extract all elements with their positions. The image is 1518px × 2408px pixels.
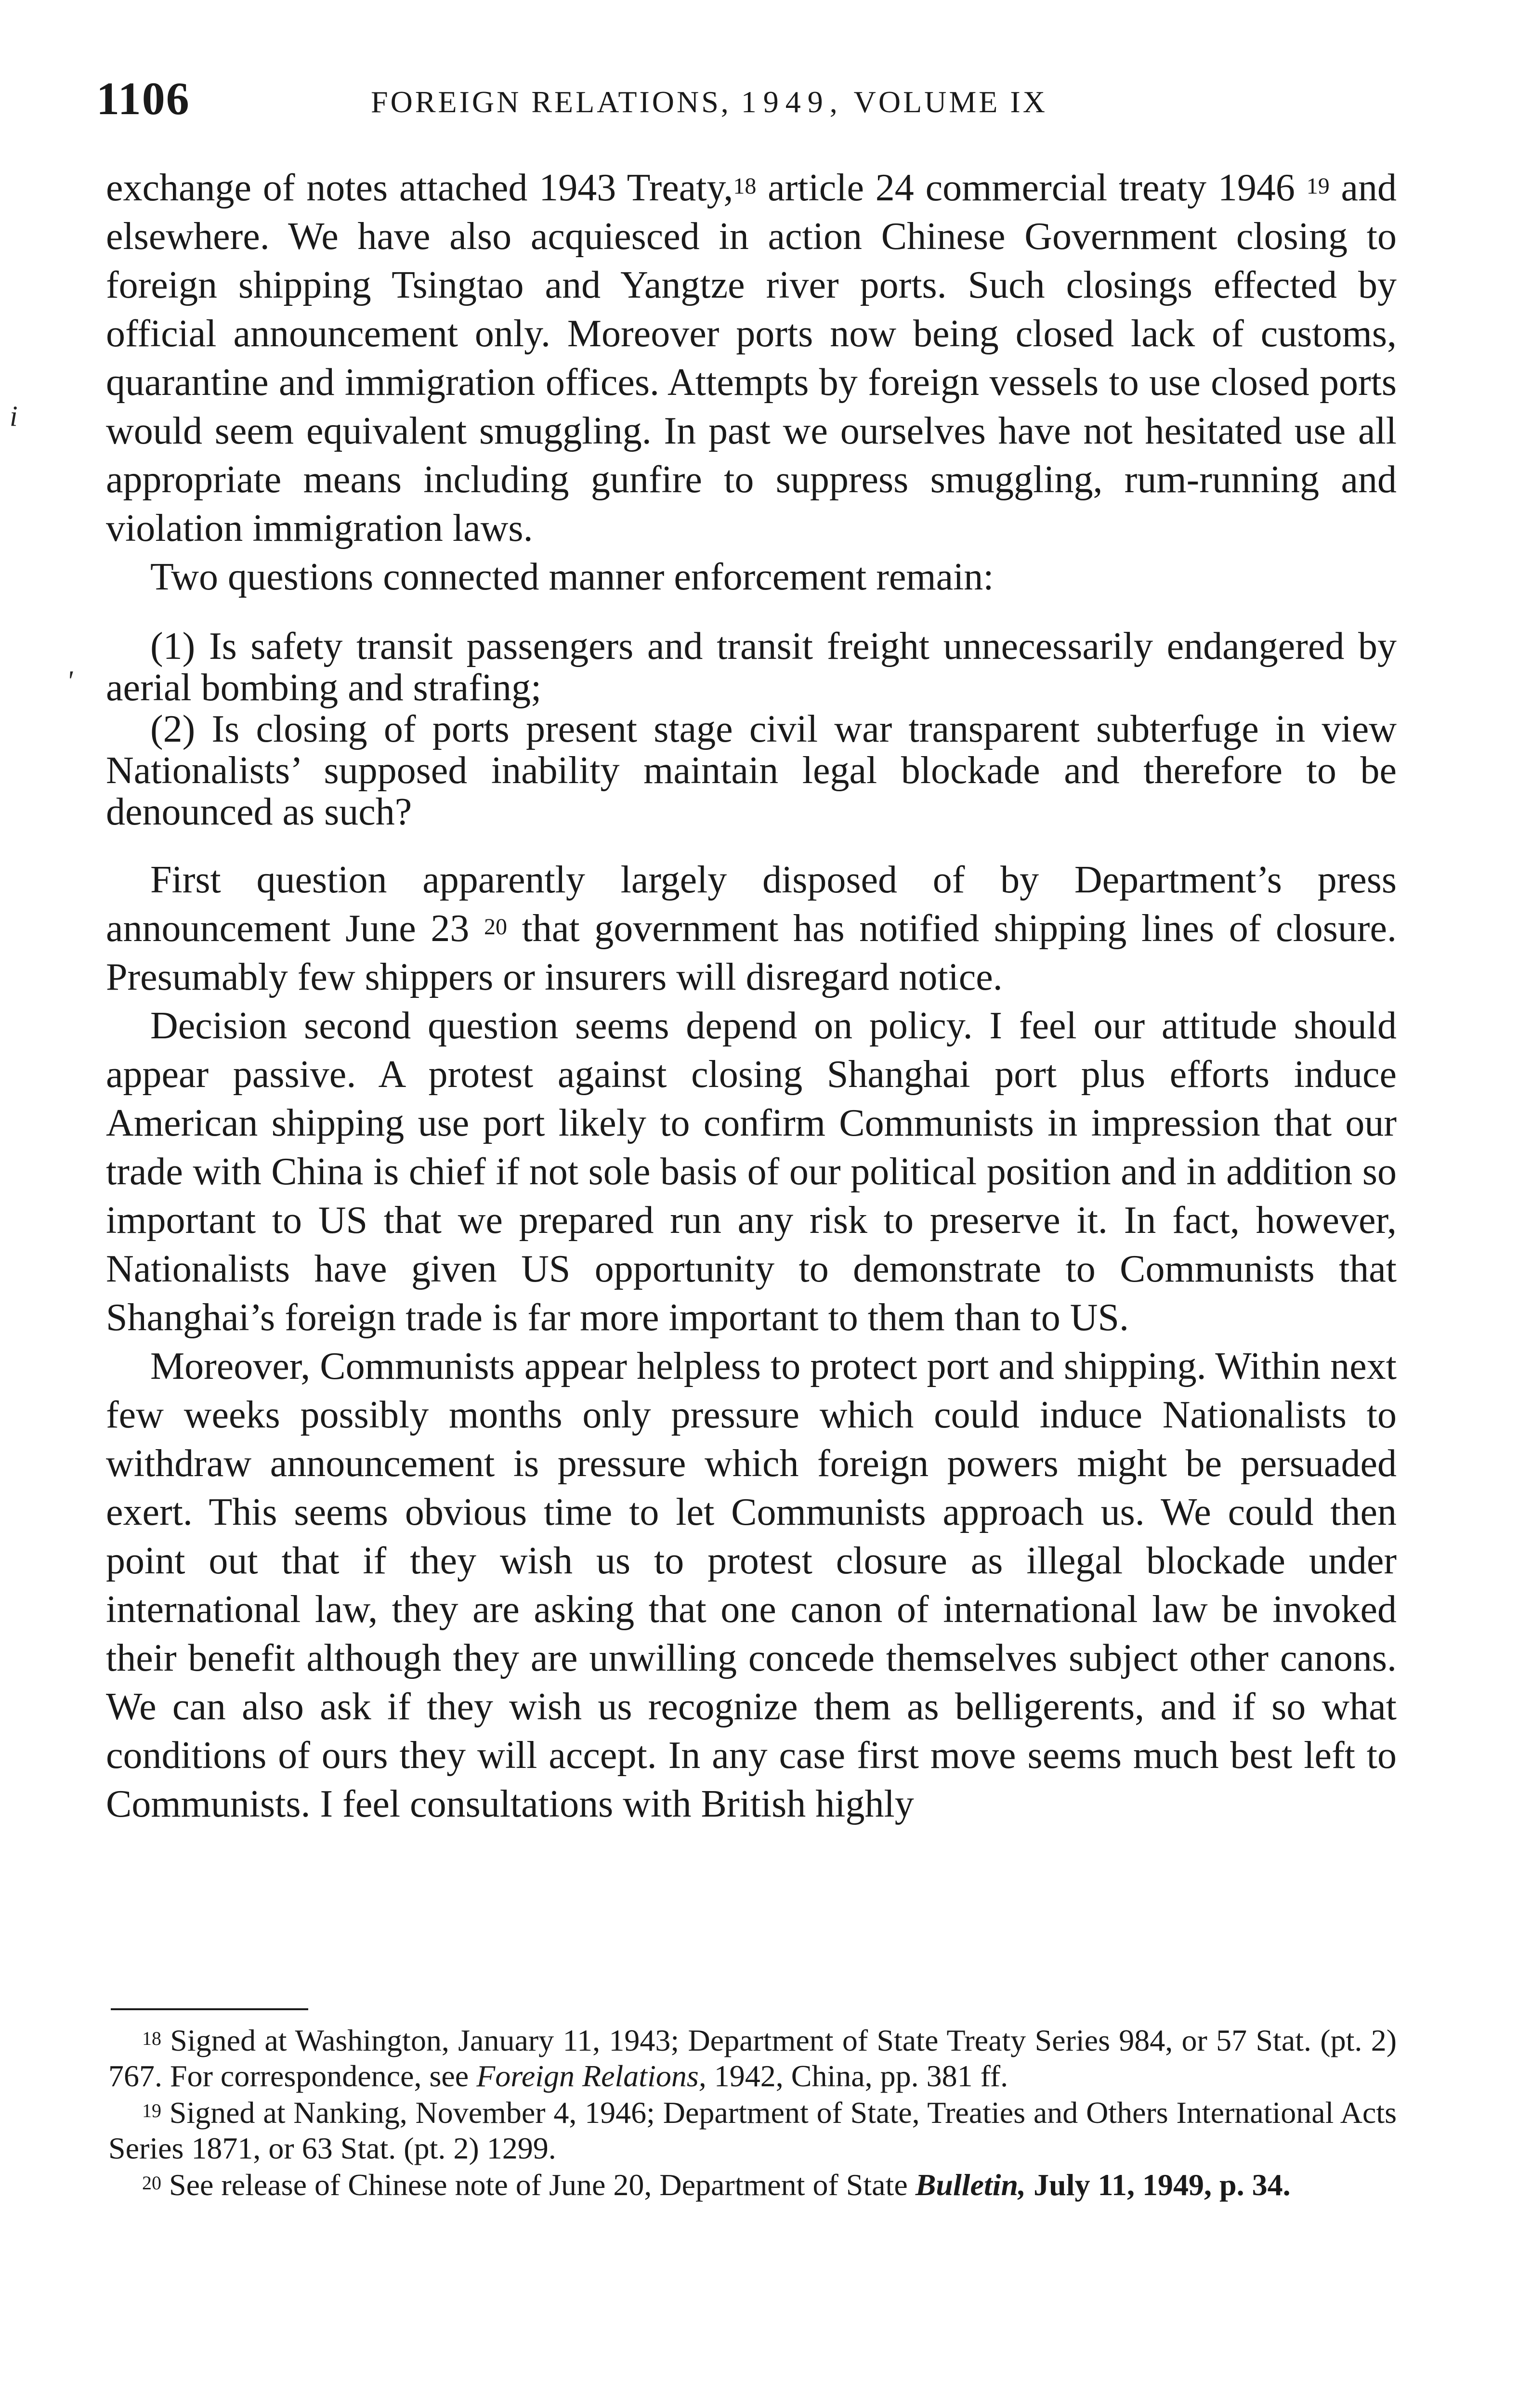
- paragraph-text: that government has notified shipping lines of closure. Presumably few shippers or insurers will disregard notice.: [106, 907, 1397, 998]
- footnote-reference: 20: [484, 914, 508, 940]
- running-title: [371, 79, 1047, 125]
- footnote-text: Signed at Washington, January 11, 1943; Department of State Treaty Series 984, or 57 Stat. (pt. 2) 767. For correspondence, see: [108, 2023, 1397, 2093]
- footnotes: [108, 2023, 1397, 2204]
- page-number: 1106: [96, 73, 190, 124]
- paragraph-text: First question apparently largely disposed of by Department’s press announcement June 23: [106, 859, 1397, 950]
- footnote-number: 18: [142, 2028, 161, 2049]
- footnote: [108, 2023, 1397, 2094]
- footnote-text: Signed at Nanking, November 4, 1946; Department of State, Treaties and Others International Acts Series 1871, or 63 Stat. (pt. 2) 1299.: [108, 2095, 1397, 2165]
- footnote-reference: 18: [733, 173, 757, 199]
- footnote-text: See release of Chinese note of June 20, Department of State: [161, 2168, 916, 2202]
- paragraph-text: and elsewhere. We have also acquiesced in action Chinese Government closing to foreign shipping Tsingtao and Yangtze river ports. Such closings effected by official announcement only. Moreover ports now being closed lack of customs, quarantine and immigration offices. Attempts by foreign vessels to use closed ports would seem equivalent smuggling. In past we ourselves have not hesitated use all appropriate means including gunfire to suppress smuggling, rum-running and violation immigration laws.: [106, 167, 1397, 550]
- paragraph-text: article 24 commercial treaty 1946: [756, 167, 1295, 209]
- running-title-volume: VOLUME IX: [853, 85, 1047, 119]
- running-header: [96, 72, 1421, 125]
- question-item: (1) Is safety transit passengers and transit freight unnecessarily endangered by aerial bombing and strafing;: [106, 625, 1397, 709]
- footnote-reference: 19: [1306, 173, 1330, 199]
- paragraph: Moreover, Communists appear helpless to protect port and shipping. Within next few weeks possibly months only pressure which could induce Nationalists to withdraw announcement is pressure which foreign powers might be persuaded exert. This seems obvious time to let Communists approach us. We could then point out that if they wish us to protest closure as illegal blockade under international law, they are asking that one canon of international law be invoked their benefit although they are unwilling concede themselves subject other canons. We can also ask if they wish us recognize them as belligerents, and if so what conditions of ours they will accept. In any case first move seems much best left to Communists. I feel consultations with British highly: [106, 1345, 1397, 1825]
- paragraph: [106, 164, 1397, 553]
- footnote-text: 1942, China, pp. 381 ff.: [706, 2059, 1008, 2093]
- margin-mark: ': [66, 665, 73, 697]
- body-text: [106, 164, 1397, 1829]
- footnote: [108, 2095, 1397, 2166]
- footnote-number: 19: [142, 2100, 161, 2121]
- footnote-citation-title: Foreign Relations,: [476, 2059, 707, 2093]
- footnote-citation-title: Bulletin,: [915, 2168, 1026, 2202]
- margin-mark: i: [10, 400, 18, 432]
- footnote: [108, 2167, 1397, 2203]
- footnote-text: July 11, 1949, p. 34.: [1026, 2168, 1291, 2202]
- running-title-prefix: FOREIGN RELATIONS,: [371, 85, 731, 119]
- paragraph: Two questions connected manner enforcement remain:: [150, 556, 994, 598]
- paragraph: [106, 856, 1397, 1002]
- paragraph-text: exchange of notes attached 1943 Treaty,: [106, 167, 733, 209]
- question-item: (2) Is closing of ports present stage civil war transparent subterfuge in view Nationalists’ supposed inability maintain legal blockade and therefore to be denounced as such?: [106, 708, 1397, 833]
- paragraph: Decision second question seems depend on policy. I feel our attitude should appear passive. A protest against closing Shanghai port plus efforts induce American shipping use port likely to confirm Communists in impression that our trade with China is chief if not sole basis of our political position and in addition so important to US that we prepared run any risk to preserve it. In fact, however, Nationalists have given US opportunity to demonstrate to Communists that Shanghai’s foreign trade is far more important to them than to US.: [106, 1005, 1397, 1339]
- footnote-number: 20: [142, 2172, 161, 2194]
- running-title-year: 1949,: [741, 85, 844, 119]
- footnote-divider: [111, 2008, 308, 2010]
